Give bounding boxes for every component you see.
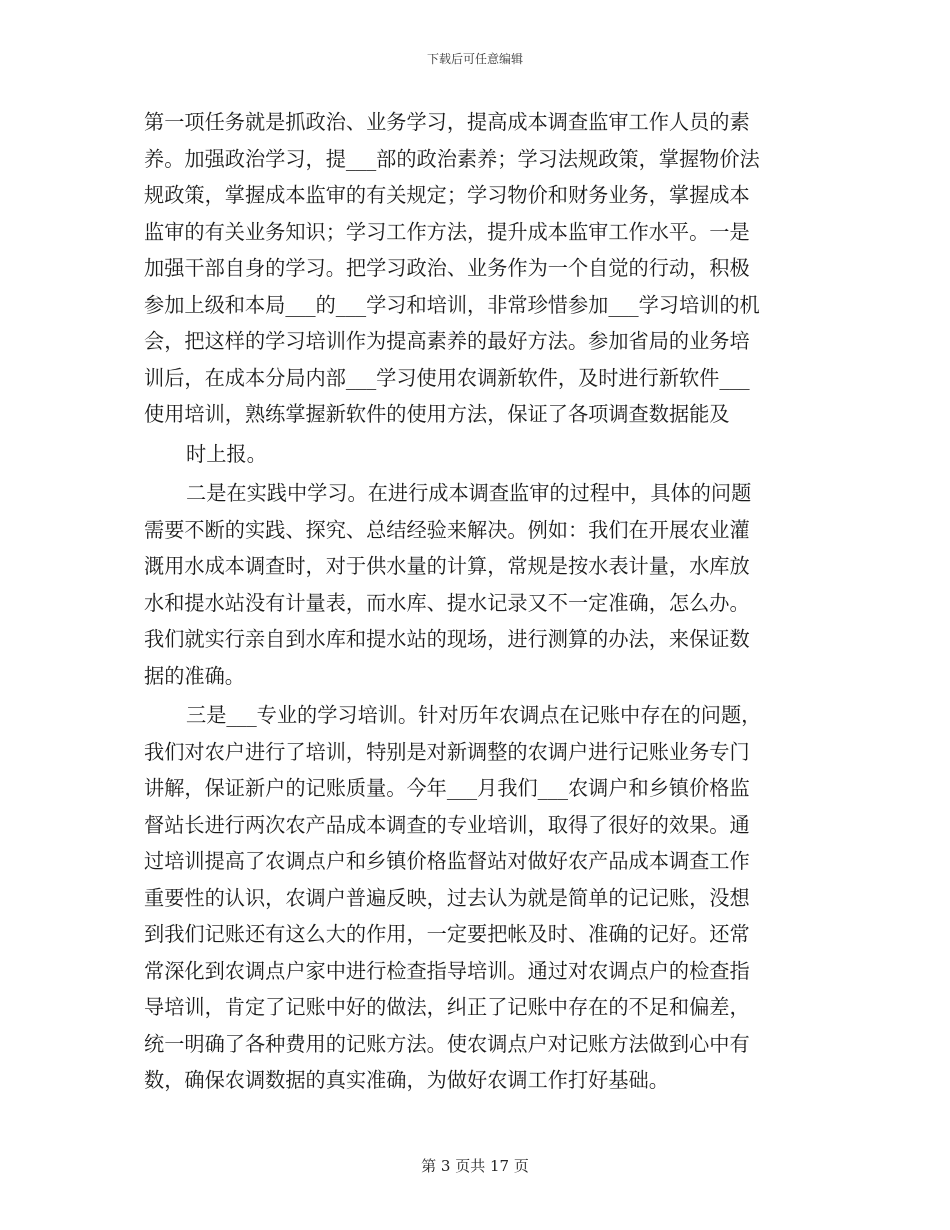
text-line: 监审的有关业务知识；学习工作方法，提升成本监审工作水平。一是 xyxy=(144,219,750,244)
text-line: 讲解，保证新户的记账质量。今年___月我们___农调户和乡镇价格监 xyxy=(144,776,750,800)
text-line: 据的准确。 xyxy=(144,663,245,688)
text-line: 溉用水成本调查时，对于供水量的计算，常规是按水表计量，水库放 xyxy=(144,554,750,578)
text-line: 养。加强政治学习，提___部的政治素养；学习法规政策，掌握物价法 xyxy=(144,146,760,171)
page-number-footer: 第 3 页共 17 页 xyxy=(421,1157,529,1175)
text-line: 我们就实行亲自到水库和提水站的现场，进行测算的办法，来保证数 xyxy=(144,627,750,651)
text-line: 加强干部自身的学习。把学习政治、业务作为一个自觉的行动，积极 xyxy=(144,256,750,280)
text-line: 督站长进行两次农产品成本调查的专业培训，取得了很好的效果。通 xyxy=(144,812,750,837)
text-line: 会，把这样的学习培训作为提高素养的最好方法。参加省局的业务培 xyxy=(144,329,750,353)
document-body xyxy=(144,104,814,1099)
paragraph-start-line: 三是___专业的学习培训。针对历年农调点在记账中存在的问题， xyxy=(186,703,762,727)
text-line: 使用培训，熟练掌握新软件的使用方法，保证了各项调查数据能及 xyxy=(144,402,730,426)
text-line: 导培训，肯定了记账中好的做法，纠正了记账中存在的不足和偏差， xyxy=(144,995,750,1019)
text-line: 参加上级和本局___的___学习和培训，非常珍惜参加___学习培训的机 xyxy=(144,292,760,317)
text-line: 我们对农户进行了培训，特别是对新调整的农调户进行记账业务专门 xyxy=(144,739,750,764)
text-line: 过培训提高了农调点户和乡镇价格监督站对做好农产品成本调查工作 xyxy=(144,849,750,873)
page-header: 下载后可任意编辑 xyxy=(426,52,523,66)
text-line: 训后，在成本分局内部___学习使用农调新软件，及时进行新软件___ xyxy=(144,365,750,390)
text-line: 规政策，掌握成本监审的有关规定；学习物价和财务业务，掌握成本 xyxy=(144,183,750,207)
text-line: 水和提水站没有计量表，而水库、提水记录又不一定准确，怎么办。 xyxy=(144,590,750,615)
text-line: 常深化到农调点户家中进行检查指导培训。通过对农调点户的检查指 xyxy=(144,958,750,983)
text-line: 重要性的认识，农调户普遍反映，过去认为就是简单的记记账，没想 xyxy=(144,885,750,910)
text-line: 数，确保农调数据的真实准确，为做好农调工作打好基础。 xyxy=(144,1068,669,1092)
text-line: 需要不断的实践、探究、总结经验来解决。例如：我们在开展农业灌 xyxy=(144,517,750,542)
text-line: 到我们记账还有这么大的作用，一定要把帐及时、准确的记好。还常 xyxy=(144,922,750,946)
paragraph-start-line: 二是在实践中学习。在进行成本调查监审的过程中，具体的问题 xyxy=(186,481,752,505)
text-line: 时上报。 xyxy=(186,441,267,466)
text-line: 统一明确了各种费用的记账方法。使农调点户对记账方法做到心中有 xyxy=(144,1031,750,1056)
text-line: 第一项任务就是抓政治、业务学习，提高成本调查监审工作人员的素 xyxy=(144,110,750,134)
